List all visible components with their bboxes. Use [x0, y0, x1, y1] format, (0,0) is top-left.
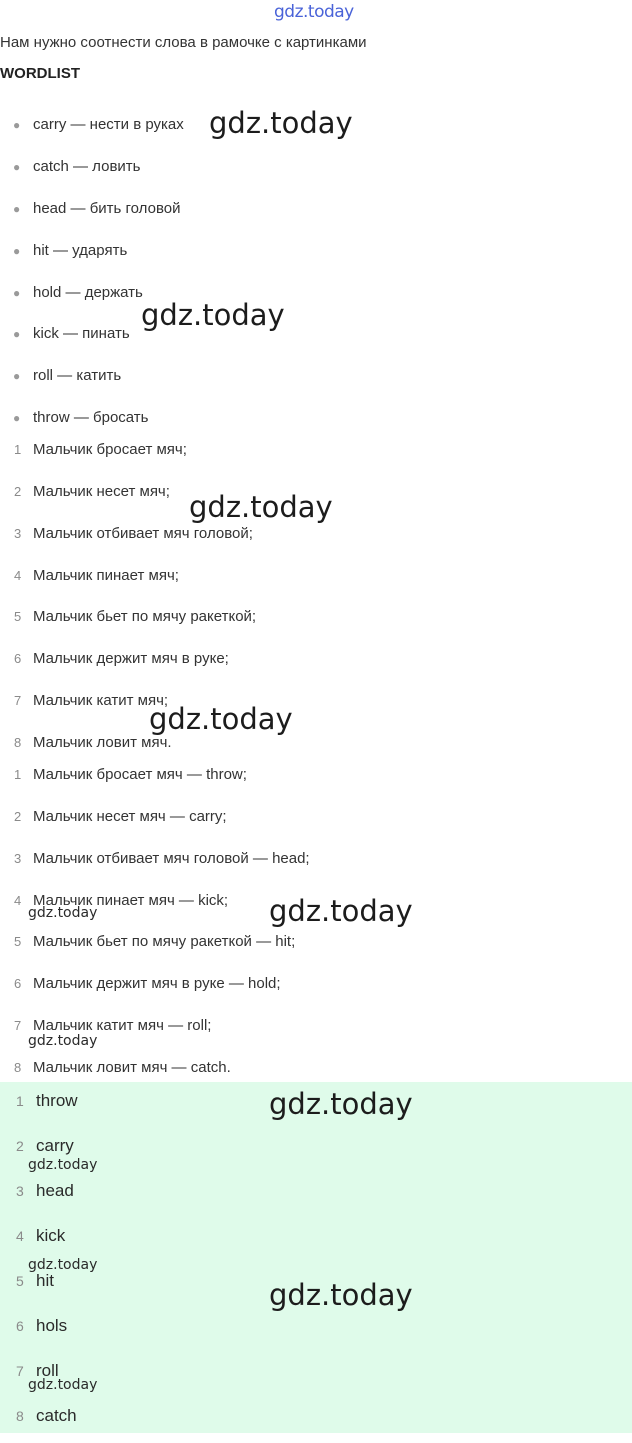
task-intro: Нам нужно соотнести слова в рамочке с картинками: [0, 34, 367, 51]
site-logo[interactable]: gdz.today: [274, 2, 354, 22]
bullet-icon: ●: [13, 160, 21, 174]
bullet-icon: ●: [13, 369, 21, 383]
watermark: gdz.today: [209, 106, 353, 140]
watermark: gdz.today: [269, 1087, 413, 1121]
watermark-small: gdz.today: [28, 1033, 98, 1049]
bullet-icon: ●: [13, 202, 21, 216]
watermark: gdz.today: [269, 894, 413, 928]
bullet-icon: ●: [13, 411, 21, 425]
watermark: gdz.today: [189, 490, 333, 524]
answer-block: 1 throw 2 carry 3 head 4 kick 5 hit 6 hols 7 roll 8 catch: [0, 1082, 632, 1433]
watermark-small: gdz.today: [28, 1157, 98, 1173]
wordlist-heading: WORDLIST: [0, 65, 80, 82]
watermark: gdz.today: [141, 298, 285, 332]
watermark: gdz.today: [269, 1278, 413, 1312]
bullet-icon: ●: [13, 118, 21, 132]
bullet-icon: ●: [13, 327, 21, 341]
watermark-small: gdz.today: [28, 905, 98, 921]
watermark-small: gdz.today: [28, 1257, 98, 1273]
watermark: gdz.today: [149, 702, 293, 736]
watermark-small: gdz.today: [28, 1377, 98, 1393]
bullet-icon: ●: [13, 286, 21, 300]
bullet-icon: ●: [13, 244, 21, 258]
